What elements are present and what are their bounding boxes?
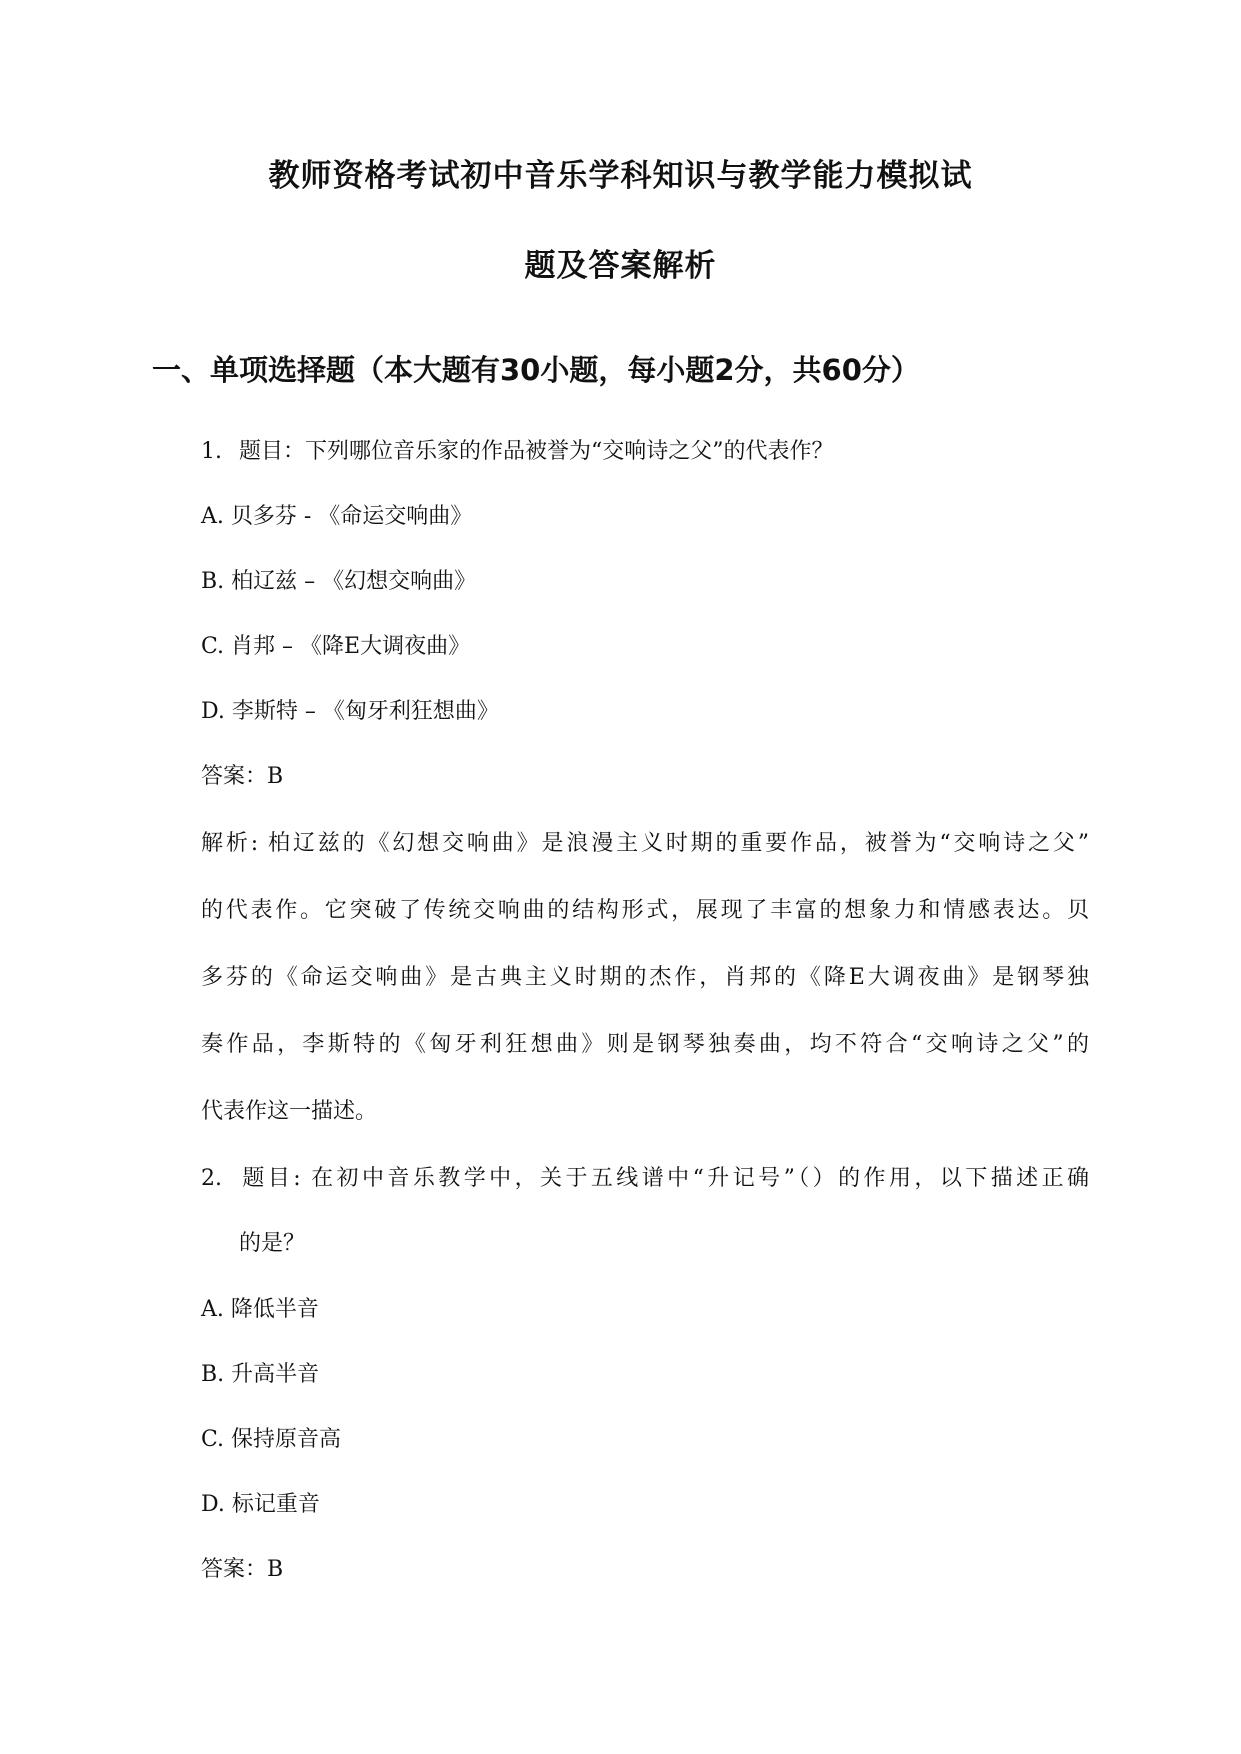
- question-1-analysis-line: 解析: 柏辽兹的《幻想交响曲》是浪漫主义时期的重要作品，被誉为“交响诗之父”: [201, 831, 1089, 856]
- question-1-stem: [201, 437, 834, 467]
- question-1-option-d: D. 李斯特 – 《匈牙利狂想曲》: [201, 699, 499, 724]
- question-1-answer: 答案：B: [201, 764, 284, 789]
- question-2-option-b: B. 升高半音: [201, 1362, 320, 1387]
- question-1-analysis-line: 奏作品，李斯特的《匈牙利狂想曲》则是钢琴独奏曲，均不符合“交响诗之父”的: [201, 1032, 1089, 1057]
- question-2-option-d: D. 标记重音: [201, 1492, 320, 1517]
- document-title-line-2: 题及答案解析: [524, 248, 717, 284]
- question-1-option-a: A. 贝多芬 - 《命运交响曲》: [201, 504, 473, 529]
- document-title-line-1: 教师资格考试初中音乐学科知识与教学能力模拟试: [268, 158, 973, 194]
- question-2-stem-continuation: 的是？: [239, 1231, 306, 1256]
- question-1-analysis-line: 代表作这一描述。: [201, 1099, 378, 1124]
- question-1-option-b: B. 柏辽兹 – 《幻想交响曲》: [201, 569, 477, 594]
- section-heading: 一、单项选择题（本大题有30小题，每小题2分，共60分）: [152, 353, 920, 387]
- question-text: 题目: 在初中音乐教学中，关于五线谱中“升记号”（）的作用，以下描述正确: [239, 1166, 1089, 1191]
- question-2-option-c: C. 保持原音高: [201, 1427, 342, 1452]
- question-1-analysis-line: 多芬的《命运交响曲》是古典主义时期的杰作，肖邦的《降E大调夜曲》是钢琴独: [201, 965, 1089, 990]
- question-2-option-a: A. 降低半音: [201, 1297, 319, 1322]
- question-text: 题目：下列哪位音乐家的作品被誉为“交响诗之父”的代表作？: [239, 439, 834, 464]
- question-1-option-c: C. 肖邦 – 《降E大调夜曲》: [201, 634, 471, 659]
- question-2-answer: 答案：B: [201, 1557, 284, 1582]
- question-2-stem: [201, 1164, 1089, 1194]
- question-number: 2.: [201, 1166, 222, 1191]
- question-1-analysis-line: 的代表作。它突破了传统交响曲的结构形式，展现了丰富的想象力和情感表达。贝: [201, 898, 1089, 923]
- question-number: 1.: [201, 439, 222, 464]
